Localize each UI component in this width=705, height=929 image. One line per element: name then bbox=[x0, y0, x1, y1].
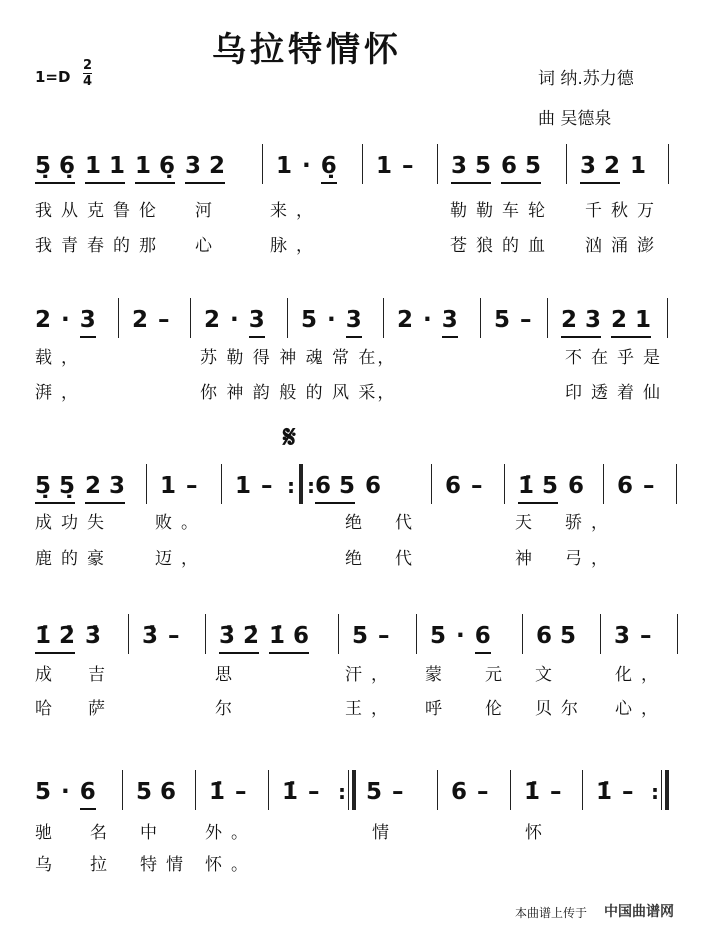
barline bbox=[437, 144, 438, 184]
note-group: 3 2 bbox=[185, 152, 225, 184]
barline bbox=[416, 614, 417, 654]
barline bbox=[480, 298, 481, 338]
dash: – bbox=[643, 473, 655, 499]
dash: – bbox=[308, 779, 320, 805]
repeat-dots: : bbox=[287, 474, 295, 498]
lyric-verse-1: 中 bbox=[140, 823, 166, 843]
note-group: 3 bbox=[249, 306, 265, 338]
dot: · bbox=[327, 307, 336, 333]
dash: – bbox=[235, 779, 247, 805]
upload-notice: 本曲谱上传于 bbox=[515, 906, 588, 920]
dash: – bbox=[520, 307, 532, 333]
note-group: 1 6̣ bbox=[135, 152, 175, 184]
lyric-verse-2: 湃， bbox=[35, 383, 87, 403]
song-title: 乌拉特情怀 bbox=[212, 30, 402, 70]
measure bbox=[524, 778, 562, 808]
barline bbox=[118, 298, 119, 338]
measure bbox=[35, 622, 101, 654]
note-group: 1 bbox=[160, 473, 177, 499]
lyric-verse-1: 元 bbox=[485, 665, 511, 685]
note-group: 2 bbox=[35, 307, 52, 333]
lyric-verse-1: 思 bbox=[215, 665, 241, 685]
dash: – bbox=[471, 473, 483, 499]
lyric-verse-2: 鹿的豪 bbox=[35, 549, 113, 569]
note-group: 1̇ bbox=[596, 779, 613, 805]
measure bbox=[451, 152, 541, 184]
barline bbox=[348, 770, 349, 810]
note-group: 1 bbox=[276, 153, 293, 179]
lyric-verse-2: 弓， bbox=[565, 549, 617, 569]
score-line bbox=[0, 472, 705, 506]
measure bbox=[614, 622, 652, 652]
lyric-verse-1: 成 bbox=[35, 665, 61, 685]
lyric-verse-1: 怀 bbox=[525, 823, 551, 843]
measure bbox=[219, 622, 309, 654]
lyric-verse-2: 伦 bbox=[485, 699, 511, 719]
dash: – bbox=[261, 473, 273, 499]
lyric-verse-2: 拉 bbox=[90, 855, 116, 875]
note-group: 1 1 bbox=[85, 152, 125, 184]
measure bbox=[315, 472, 381, 504]
note-group: 6 bbox=[568, 473, 585, 499]
lyric-verse-1: 绝 bbox=[345, 513, 371, 533]
barline bbox=[667, 298, 668, 338]
measure bbox=[35, 778, 96, 810]
composer-credit: 曲 吴德泉 bbox=[538, 109, 612, 129]
lyric-verse-1: 吉 bbox=[88, 665, 114, 685]
lyric-verse-1: 来， bbox=[270, 201, 322, 221]
note-group: 5 bbox=[352, 623, 369, 649]
dot: · bbox=[423, 307, 432, 333]
measure bbox=[580, 152, 646, 184]
lyric-verse-1: 河 bbox=[195, 201, 221, 221]
dot: · bbox=[61, 307, 70, 333]
repeat-dots: : bbox=[338, 780, 346, 804]
note-group: 6 bbox=[617, 473, 634, 499]
lyric-verse-1: 情 bbox=[372, 823, 398, 843]
dash: – bbox=[402, 153, 414, 179]
barline bbox=[221, 464, 222, 504]
dot: · bbox=[456, 623, 465, 649]
note-group: 6 bbox=[475, 622, 491, 654]
measure bbox=[536, 622, 576, 652]
lyric-verse-1: 化， bbox=[615, 665, 667, 685]
lyric-verse-2: 怀。 bbox=[205, 855, 257, 875]
lyric-verse-1: 千秋万 bbox=[585, 201, 663, 221]
note-group: 6 bbox=[365, 473, 382, 499]
score-line bbox=[0, 778, 705, 812]
lyric-verse-1: 苏 勒 得 神 魂 常 在， bbox=[200, 348, 397, 368]
lyric-verse-2: 王， bbox=[345, 699, 397, 719]
note-group: 5 bbox=[494, 307, 511, 333]
lyric-verse-2: 贝尔 bbox=[535, 699, 587, 719]
note-group: 1̇ bbox=[282, 779, 299, 805]
note-group: 1̇ bbox=[524, 779, 541, 805]
note-group: 2 bbox=[132, 307, 149, 333]
site-logo bbox=[604, 901, 674, 921]
barline bbox=[146, 464, 147, 504]
measure bbox=[352, 622, 390, 652]
score-line bbox=[0, 152, 705, 186]
measure bbox=[301, 306, 362, 338]
barline bbox=[128, 614, 129, 654]
barline bbox=[504, 464, 505, 504]
measure bbox=[132, 306, 170, 336]
measure bbox=[276, 152, 337, 184]
note-group: 1̇ bbox=[209, 779, 226, 805]
barline bbox=[268, 770, 269, 810]
lyric-verse-1: 我从克鲁伦 bbox=[35, 201, 165, 221]
measure bbox=[397, 306, 458, 338]
lyric-verse-2: 萨 bbox=[88, 699, 114, 719]
lyric-verse-2: 特情 bbox=[140, 855, 192, 875]
note-group: 1 bbox=[235, 473, 252, 499]
note-group: 5 6 bbox=[136, 779, 177, 805]
note-group: 3 bbox=[346, 306, 362, 338]
barline bbox=[262, 144, 263, 184]
segno-icon: 𝄋 bbox=[283, 420, 296, 455]
lyric-verse-1: 驰 bbox=[35, 823, 61, 843]
measure bbox=[35, 152, 225, 184]
lyric-verse-2: 迈， bbox=[155, 549, 207, 569]
note-group: 3 5 bbox=[451, 152, 491, 184]
dot: · bbox=[302, 153, 311, 179]
barline bbox=[195, 770, 196, 810]
dash: – bbox=[158, 307, 170, 333]
key-signature: 1=D bbox=[35, 68, 71, 86]
lyric-verse-1: 成功失 bbox=[35, 513, 113, 533]
lyricist-credit: 词 纳.苏力德 bbox=[538, 69, 634, 89]
barline bbox=[510, 770, 511, 810]
lyric-verse-1: 文 bbox=[535, 665, 561, 685]
lyric-verse-2: 神 bbox=[515, 549, 541, 569]
note-group: 3 bbox=[442, 306, 458, 338]
barline bbox=[437, 770, 438, 810]
measure bbox=[430, 622, 491, 654]
lyric-verse-1: 外。 bbox=[205, 823, 257, 843]
note-group: 6 bbox=[445, 473, 462, 499]
measure bbox=[445, 472, 483, 502]
measure bbox=[209, 778, 247, 808]
lyric-verse-2: 脉， bbox=[270, 236, 322, 256]
note-group: 5̣ 5̣ bbox=[35, 472, 75, 504]
measure bbox=[366, 778, 404, 808]
score-line bbox=[0, 622, 705, 656]
measure bbox=[376, 152, 414, 182]
dash: – bbox=[168, 623, 180, 649]
note-group: 3 bbox=[614, 623, 631, 649]
lyric-verse-1: 载， bbox=[35, 348, 87, 368]
dash: – bbox=[550, 779, 562, 805]
note-group: 3̇ 2̇ bbox=[219, 622, 259, 654]
lyric-verse-1: 名 bbox=[90, 823, 116, 843]
lyric-verse-1: 代 bbox=[395, 513, 421, 533]
measure bbox=[136, 778, 176, 808]
measure bbox=[596, 778, 634, 808]
note-group: 1̇ 2̇ bbox=[35, 622, 75, 654]
lyric-verse-1: 天 bbox=[515, 513, 541, 533]
barline bbox=[603, 464, 604, 504]
lyric-verse-2: 印透着仙 bbox=[565, 383, 669, 403]
note-group: 5 bbox=[35, 779, 52, 805]
lyric-verse-2: 你 神 韵 般 的 风 采， bbox=[200, 383, 397, 403]
lyric-verse-1: 勒勒车轮 bbox=[450, 201, 554, 221]
lyric-verse-1: 汗， bbox=[345, 665, 397, 685]
barline bbox=[190, 298, 191, 338]
barline bbox=[600, 614, 601, 654]
note-group: 5 bbox=[430, 623, 447, 649]
lyric-verse-1: 败。 bbox=[155, 513, 207, 533]
note-group: 5̣ 6̣ bbox=[35, 152, 75, 184]
barline bbox=[547, 298, 548, 338]
lyric-verse-2: 我青春的那 bbox=[35, 236, 165, 256]
barline bbox=[383, 298, 384, 338]
dot: · bbox=[230, 307, 239, 333]
lyric-verse-2: 心， bbox=[615, 699, 667, 719]
measure bbox=[451, 778, 489, 808]
barline bbox=[431, 464, 432, 504]
dash: – bbox=[378, 623, 390, 649]
note-group: 6 5 bbox=[501, 152, 541, 184]
measure bbox=[235, 472, 273, 502]
measure bbox=[518, 472, 584, 504]
meter-bottom: 4 bbox=[83, 74, 93, 89]
barline bbox=[582, 770, 583, 810]
barline bbox=[122, 770, 123, 810]
note-group: 6 bbox=[451, 779, 468, 805]
dash: – bbox=[186, 473, 198, 499]
note-group: 6̣ bbox=[321, 152, 337, 184]
barline bbox=[362, 144, 363, 184]
measure bbox=[617, 472, 655, 502]
barline bbox=[205, 614, 206, 654]
dash: – bbox=[392, 779, 404, 805]
site-name: 中国曲谱网 bbox=[604, 904, 674, 920]
measure bbox=[204, 306, 265, 338]
meter-top: 2 bbox=[83, 58, 93, 73]
note-group: 5 bbox=[366, 779, 383, 805]
measure bbox=[282, 778, 320, 808]
note-group: 1̇ 5 bbox=[518, 472, 558, 504]
final-bar bbox=[665, 770, 669, 810]
measure bbox=[142, 622, 180, 652]
note-group: 3 bbox=[80, 306, 96, 338]
note-group: 2 1 bbox=[611, 306, 651, 338]
measure bbox=[494, 306, 532, 336]
barline bbox=[566, 144, 567, 184]
lyric-verse-1: 蒙 bbox=[425, 665, 451, 685]
barline bbox=[676, 464, 677, 504]
dash: – bbox=[477, 779, 489, 805]
note-group: 2 bbox=[397, 307, 414, 333]
score-line bbox=[0, 306, 705, 340]
barline bbox=[287, 298, 288, 338]
note-group: 6 5 bbox=[315, 472, 355, 504]
lyric-verse-2: 汹涌澎 bbox=[585, 236, 663, 256]
repeat-bar bbox=[299, 464, 303, 504]
repeat-dots: : bbox=[651, 780, 659, 804]
note-group: 2 3 bbox=[85, 472, 125, 504]
dash: – bbox=[622, 779, 634, 805]
lyric-verse-2: 代 bbox=[395, 549, 421, 569]
note-group: 2 bbox=[204, 307, 221, 333]
note-group: 3 2 bbox=[580, 152, 620, 184]
lyric-verse-2: 呼 bbox=[425, 699, 451, 719]
note-group: 6 bbox=[80, 778, 96, 810]
time-signature bbox=[83, 58, 92, 89]
barline bbox=[522, 614, 523, 654]
note-group: 5 bbox=[301, 307, 318, 333]
lyric-verse-2: 乌 bbox=[35, 855, 61, 875]
measure bbox=[35, 306, 96, 338]
repeat-dots: : bbox=[307, 474, 315, 498]
lyric-verse-2: 绝 bbox=[345, 549, 371, 569]
dot: · bbox=[61, 779, 70, 805]
barline bbox=[338, 614, 339, 654]
lyric-verse-1: 不在乎是 bbox=[565, 348, 669, 368]
barline bbox=[661, 770, 662, 810]
note-group: 3̇ bbox=[85, 623, 102, 649]
barline bbox=[668, 144, 669, 184]
lyric-verse-1: 骄， bbox=[565, 513, 617, 533]
lyric-verse-2: 心 bbox=[195, 236, 221, 256]
measure bbox=[35, 472, 125, 504]
note-group: 2 3 bbox=[561, 306, 601, 338]
note-group: 3̇ bbox=[142, 623, 159, 649]
note-group: 1̇ 6 bbox=[269, 622, 309, 654]
lyric-verse-2: 哈 bbox=[35, 699, 61, 719]
measure bbox=[561, 306, 651, 338]
measure bbox=[160, 472, 198, 502]
final-bar bbox=[352, 770, 356, 810]
barline bbox=[677, 614, 678, 654]
lyric-verse-2: 尔 bbox=[215, 699, 241, 719]
lyric-verse-2: 苍狼的血 bbox=[450, 236, 554, 256]
note-group: 1 bbox=[376, 153, 393, 179]
note-group: 6 5 bbox=[536, 623, 577, 649]
note-group: 1 bbox=[630, 153, 647, 179]
dash: – bbox=[640, 623, 652, 649]
